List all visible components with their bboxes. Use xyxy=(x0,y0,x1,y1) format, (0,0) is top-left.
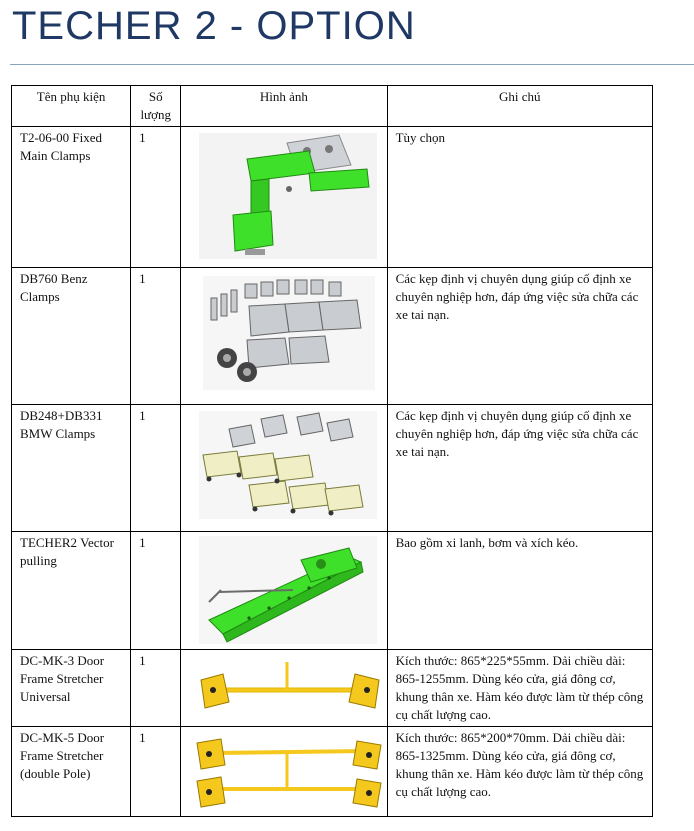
header-note: Ghi chú xyxy=(387,86,652,127)
row-note: Kích thước: 865*200*70mm. Dải chiều dài: 865-1325mm. Dùng kéo cửa, giá đông cơ, khung thân xe. Hàm kéo được làm từ thép công cụ chất lượng cao. xyxy=(387,727,652,817)
row-qty: 1 xyxy=(131,532,181,650)
row-qty: 1 xyxy=(131,727,181,817)
row-name: DC-MK-3 Door Frame Stretcher Universal xyxy=(12,650,131,727)
row-qty: 1 xyxy=(131,650,181,727)
row-qty: 1 xyxy=(131,268,181,405)
row-name: T2-06-00 Fixed Main Clamps xyxy=(12,127,131,268)
row-note: Tùy chọn xyxy=(387,127,652,268)
vector-pulling-arm-icon xyxy=(189,534,389,646)
row-name: DC-MK-5 Door Frame Stretcher (double Pole) xyxy=(12,727,131,817)
page-title: TECHER 2 - OPTION xyxy=(12,4,416,48)
green-fixed-main-clamp-icon xyxy=(189,129,389,263)
table-row xyxy=(12,127,653,268)
row-qty: 1 xyxy=(131,127,181,268)
row-note: Các kẹp định vị chuyên dụng giúp cố định xe chuyên nghiệp hơn, đáp ứng việc sửa chữa các xe tai nạn. xyxy=(387,405,652,532)
row-name: DB248+DB331 BMW Clamps xyxy=(12,405,131,532)
options-table xyxy=(11,85,653,817)
header-name: Tên phụ kiện xyxy=(12,86,131,127)
table-row xyxy=(12,532,653,650)
table-row xyxy=(12,405,653,532)
table-row xyxy=(12,727,653,817)
row-note: Bao gồm xi lanh, bơm và xích kéo. xyxy=(387,532,652,650)
single-pole-stretcher-icon xyxy=(189,652,389,720)
title-divider xyxy=(10,64,694,65)
row-note: Kích thước: 865*225*55mm. Dải chiều dài: 865-1255mm. Dùng kéo cửa, giá đông cơ, khung thân xe. Hàm kéo được làm từ thép công cụ chất lượng cao. xyxy=(387,650,652,727)
header-image: Hình ảnh xyxy=(181,86,387,127)
row-qty: 1 xyxy=(131,405,181,532)
bmw-clamp-set-icon xyxy=(189,407,389,525)
table-header-row xyxy=(12,86,653,127)
row-name: DB760 Benz Clamps xyxy=(12,268,131,405)
row-note: Các kẹp định vị chuyên dụng giúp cố định xe chuyên nghiệp hơn, đáp ứng việc sửa chữa các xe tai nạn. xyxy=(387,268,652,405)
table-row xyxy=(12,650,653,727)
double-pole-stretcher-icon xyxy=(189,729,389,813)
row-name: TECHER2 Vector pulling xyxy=(12,532,131,650)
table-row xyxy=(12,268,653,405)
benz-clamp-set-icon xyxy=(189,270,389,394)
header-qty: Số lượng xyxy=(131,86,181,127)
